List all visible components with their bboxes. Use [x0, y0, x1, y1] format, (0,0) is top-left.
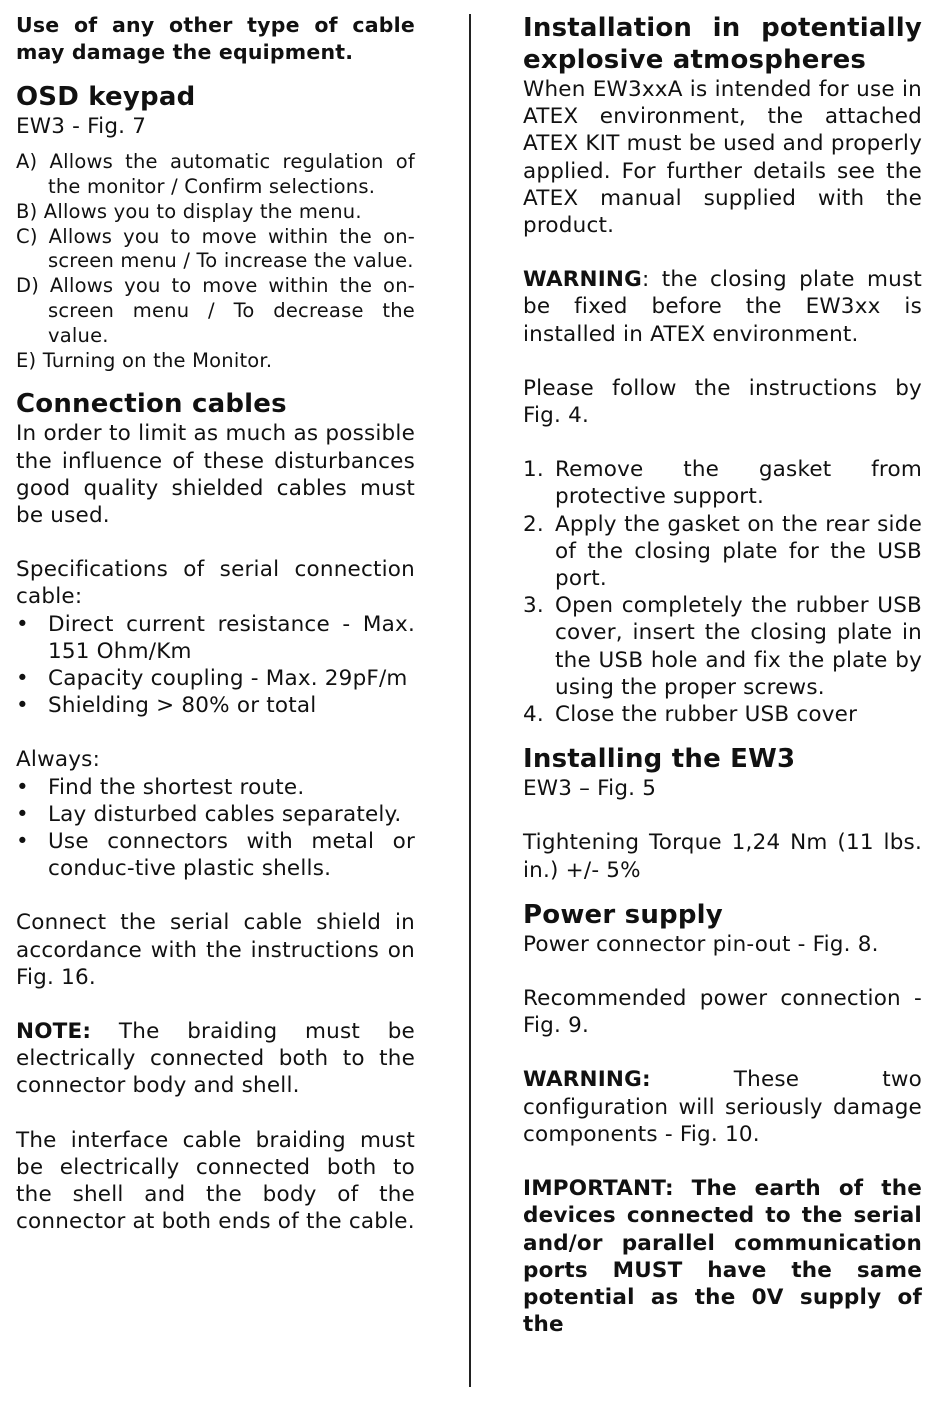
- osd-item-e: E) Turning on the Monitor.: [16, 348, 273, 372]
- follow-instructions: Please follow the instructions by Fig. 4.: [523, 375, 922, 429]
- osd-item-d: D) Allows you to move within the on-screen menu / To decrease the value.: [16, 274, 415, 347]
- installing-heading: Installing the EW3: [523, 744, 796, 775]
- always-item: • Lay disturbed cables separately.: [16, 801, 402, 827]
- bullet-icon: •: [16, 693, 29, 719]
- warning-label: WARNING: [523, 267, 642, 293]
- osd-item-b: B) Allows you to display the menu.: [16, 199, 362, 223]
- note-paragraph: [16, 1018, 415, 1100]
- power-warning-label: WARNING:: [523, 1067, 651, 1093]
- warning-text: : the closing plate must be fixed before the EW3xx is installed in ATEX environment.: [523, 267, 922, 347]
- bullet-icon: •: [16, 829, 29, 855]
- right-column: [523, 12, 922, 1338]
- atex-heading: Installation in potentially explosive atmospheres: [523, 13, 922, 75]
- osd-items-list: [16, 150, 415, 373]
- always-item: • Use connectors with metal or conduc-tive plastic shells.: [16, 829, 415, 882]
- column-divider: [469, 14, 471, 1387]
- power-warning-text: These two configuration will seriously damage components - Fig. 10.: [523, 1067, 922, 1147]
- cables-intro-paragraph: In order to limit as much as possible the influence of these disturbances good quality shielded cables must be used.: [16, 421, 415, 528]
- bullet-icon: •: [16, 774, 29, 800]
- spec-item: • Direct current resistance - Max. 151 Ohm/Km: [16, 611, 415, 664]
- power-supply-heading: Power supply: [523, 899, 723, 930]
- always-list: [16, 774, 415, 883]
- recommended-connection: Recommended power connection - Fig. 9.: [523, 986, 922, 1039]
- osd-item-a: A) Allows the automatic regulation of the monitor / Confirm selections.: [16, 150, 415, 198]
- spec-intro: Specifications of serial connection cable:: [16, 557, 415, 610]
- atex-paragraph: When EW3xxA is intended for use in ATEX environment, the attached ATEX KIT must be used and properly applied. For further details see the ATEX manual supplied with the product.: [523, 77, 922, 239]
- bullet-icon: •: [16, 801, 29, 827]
- always-intro: Always:: [16, 747, 101, 773]
- atex-steps-list: [523, 456, 922, 728]
- left-column: [16, 12, 415, 1235]
- tightening-torque: Tightening Torque 1,24 Nm (11 lbs. in.) +/- 5%: [523, 830, 922, 883]
- bullet-icon: •: [16, 611, 29, 637]
- power-pinout: Power connector pin-out - Fig. 8.: [523, 931, 879, 957]
- spec-item: • Capacity coupling - Max. 29pF/m: [16, 666, 408, 691]
- cable-warning: Use of any other type of cable may damage the equipment.: [16, 13, 415, 64]
- important-notice: IMPORTANT: The earth of the devices connected to the serial and/or parallel communication ports MUST have the same potential as the 0V supply of the: [523, 1176, 922, 1338]
- bullet-icon: •: [16, 666, 29, 691]
- spec-list: [16, 611, 415, 720]
- braiding-paragraph: The interface cable braiding must be electrically connected both to the shell and the body of the connector at both ends of the cable.: [16, 1127, 415, 1235]
- osd-fig-ref: EW3 - Fig. 7: [16, 114, 147, 139]
- osd-keypad-heading: OSD keypad: [16, 82, 196, 112]
- connection-cables-heading: Connection cables: [16, 389, 287, 420]
- atex-step: 4. Close the rubber USB cover: [523, 702, 858, 728]
- note-text: The braiding must be electrically connected both to the connector body and shell.: [16, 1019, 415, 1099]
- power-warning: [523, 1066, 922, 1148]
- always-item: • Find the shortest route.: [16, 774, 305, 800]
- atex-warning: [523, 266, 922, 348]
- install-fig-ref: EW3 – Fig. 5: [523, 776, 657, 802]
- note-label: NOTE:: [16, 1019, 92, 1045]
- spec-item: • Shielding > 80% or total: [16, 693, 317, 719]
- connect-shield-paragraph: Connect the serial cable shield in accordance with the instructions on Fig. 16.: [16, 910, 415, 990]
- atex-step: 1. Remove the gasket from protective support.: [523, 457, 922, 510]
- atex-step: 2. Apply the gasket on the rear side of the closing plate for the USB port.: [523, 511, 922, 592]
- atex-step: 3. Open completely the rubber USB cover, insert the closing plate in the USB hole and fix the plate by using the proper screws.: [523, 593, 922, 700]
- osd-item-c: C) Allows you to move within the on-screen menu / To increase the value.: [16, 224, 415, 273]
